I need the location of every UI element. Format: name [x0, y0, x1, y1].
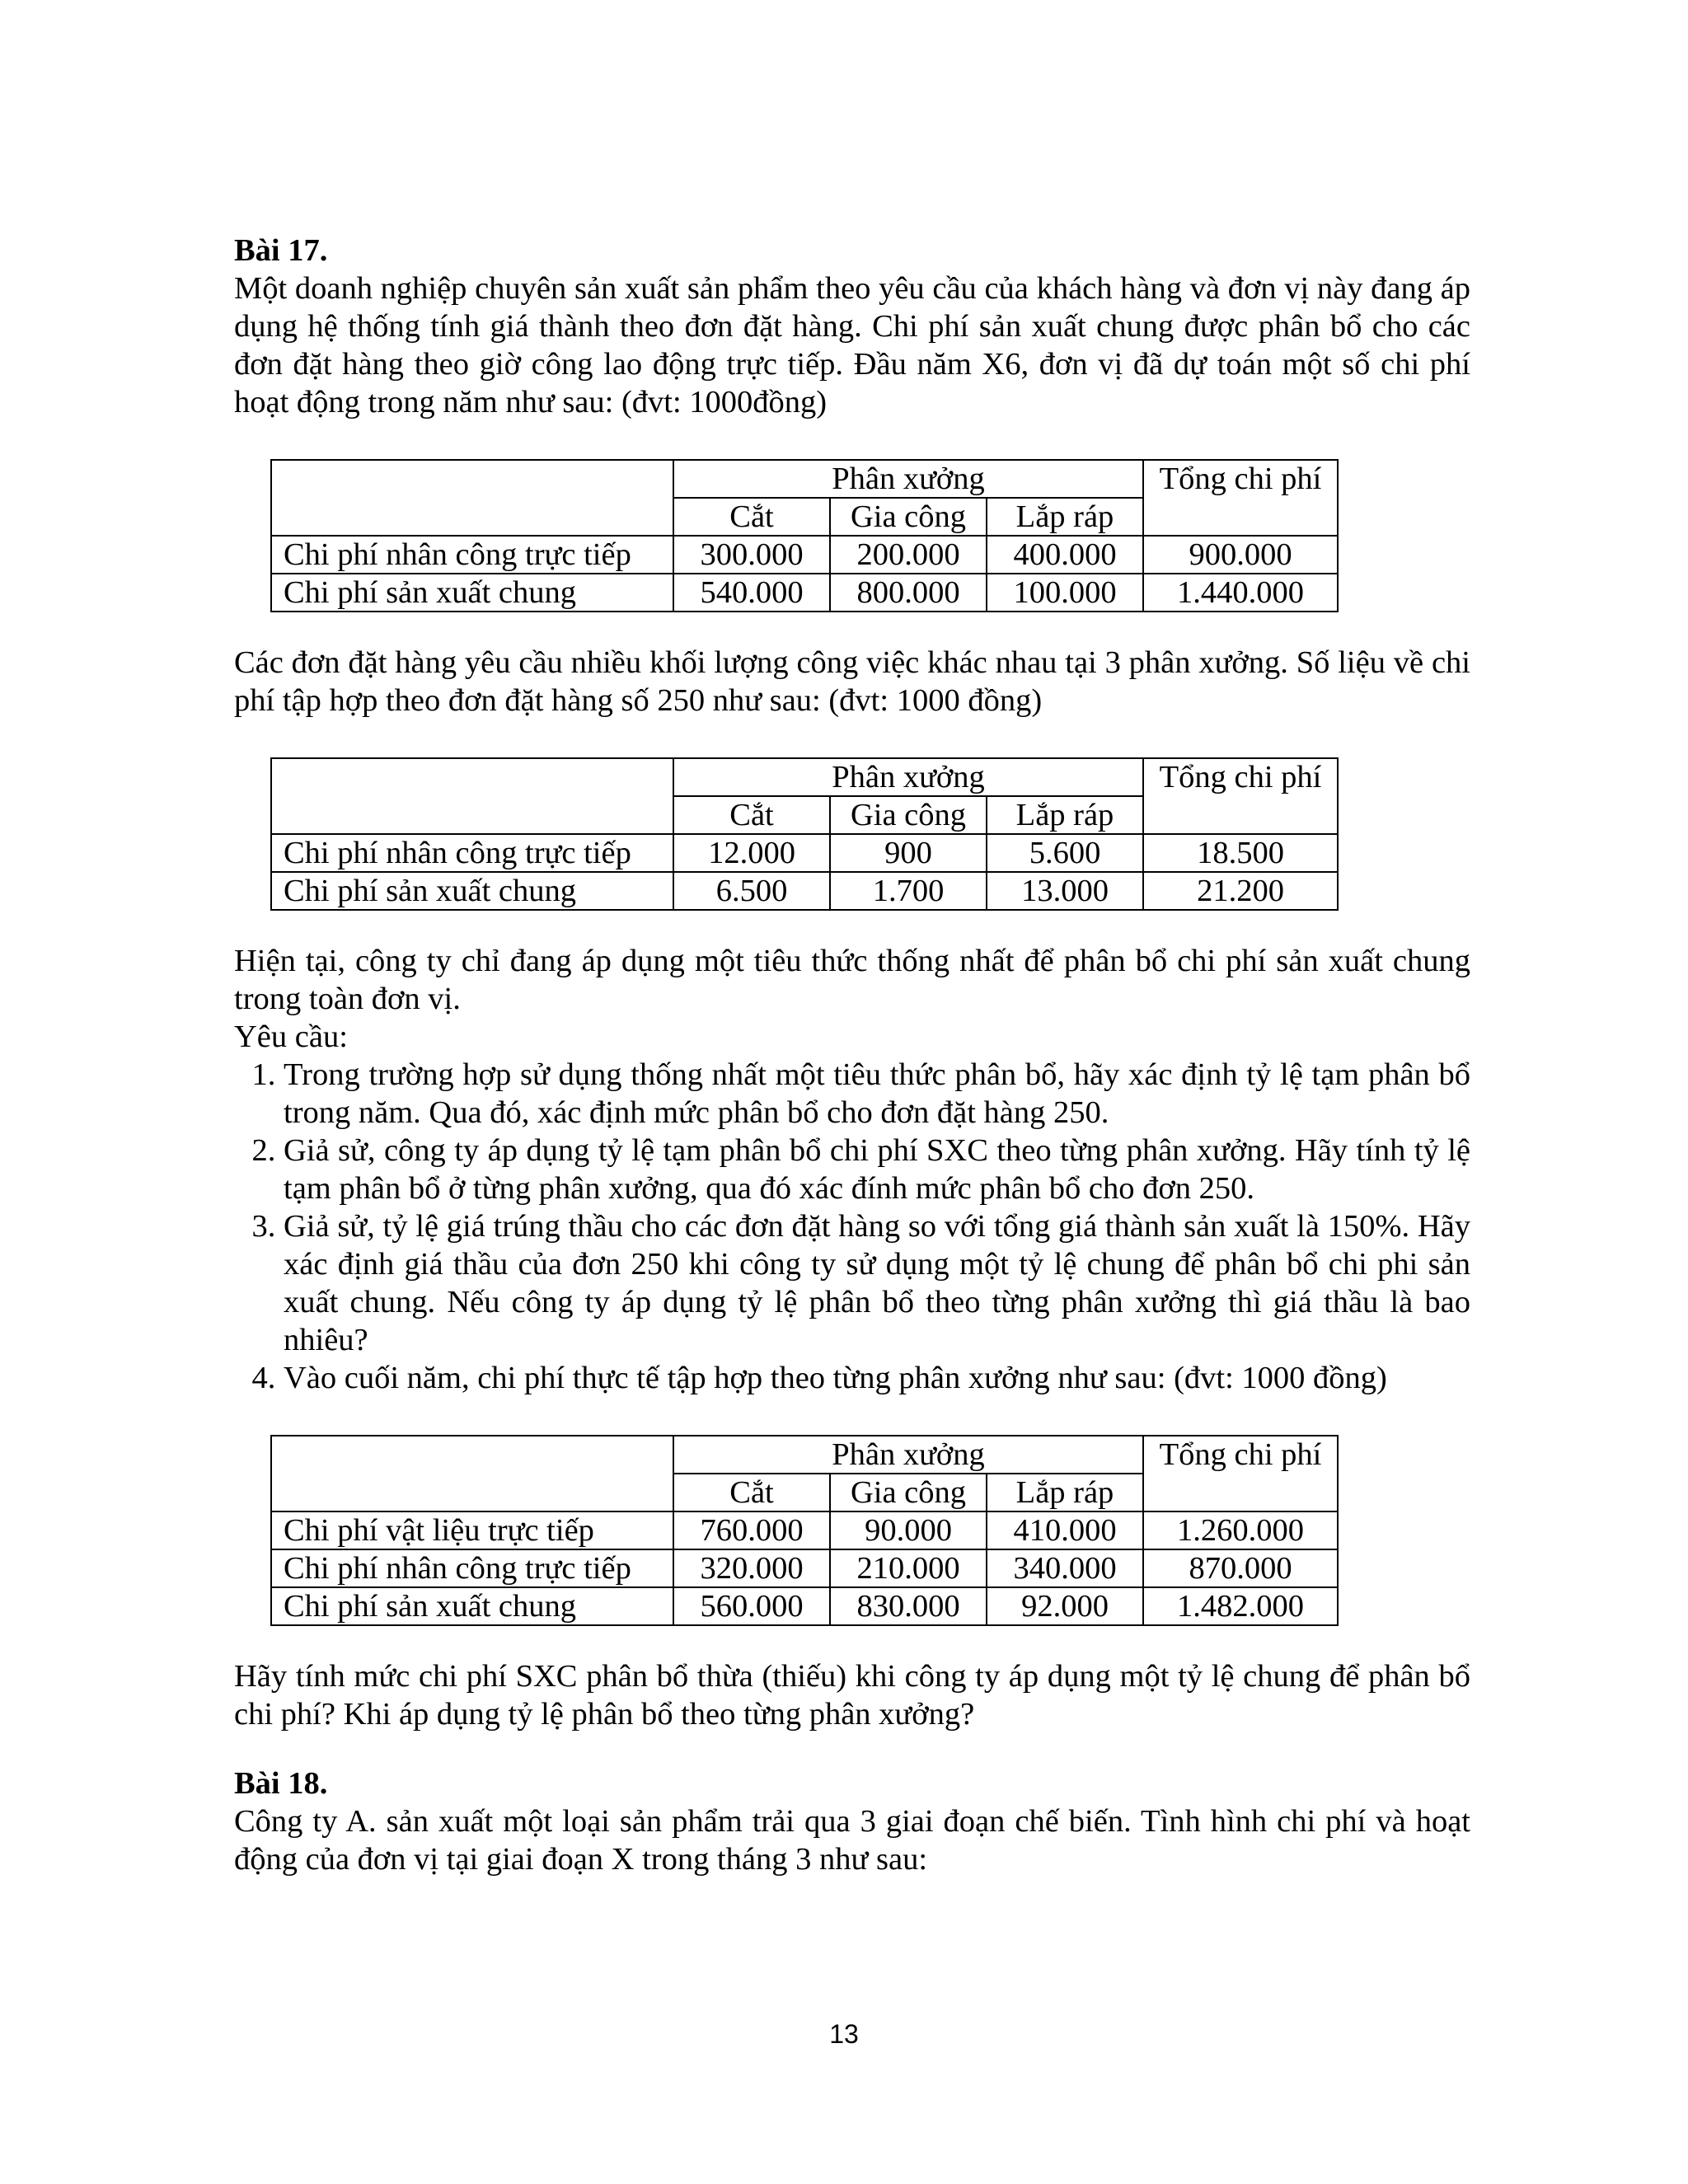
table-row — [271, 1549, 1338, 1587]
table-cell: 200.000 — [830, 536, 987, 574]
row-label: Chi phí sản xuất chung — [271, 574, 673, 612]
table-row — [271, 536, 1338, 574]
table-cell: 1.700 — [830, 872, 987, 910]
table-cell: 900 — [830, 834, 987, 872]
table-cell: 870.000 — [1143, 1549, 1338, 1587]
table-row — [271, 872, 1338, 910]
total-header: Tổng chi phí — [1143, 1436, 1338, 1511]
table-cell: 1.260.000 — [1143, 1511, 1338, 1549]
exercise-17-final-question: Hãy tính mức chi phí SXC phân bổ thừa (thiếu) khi công ty áp dụng một tỷ lệ chung để phân bổ chi phí? Khi áp dụng tỷ lệ phân bổ theo từng phân xưởng? — [234, 1659, 1470, 1732]
order-250-table — [270, 757, 1339, 911]
table-cell: 760.000 — [673, 1511, 830, 1549]
table-cell: 13.000 — [987, 872, 1143, 910]
exercise-18-intro: Công ty A. sản xuất một loại sản phẩm trải qua 3 giai đoạn chế biến. Tình hình chi phí và hoạt động của đơn vị tại giai đoạn X trong tháng 3 như sau: — [234, 1804, 1470, 1877]
table-cell: 90.000 — [830, 1511, 987, 1549]
exercise-18-title: Bài 18. — [234, 1766, 328, 1801]
requirements-label: Yêu cầu: — [234, 1019, 348, 1054]
table-cell: 400.000 — [987, 536, 1143, 574]
workshop-header: Phân xưởng — [673, 460, 1143, 498]
table-cell: 5.600 — [987, 834, 1143, 872]
column-header: Gia công — [830, 498, 987, 536]
total-header: Tổng chi phí — [1143, 758, 1338, 834]
row-label: Chi phí sản xuất chung — [271, 1587, 673, 1625]
list-item: 3. Giả sử, tỷ lệ giá trúng thầu cho các đơn đặt hàng so với tổng giá thành sản xuất là 150%. Hãy xác định giá thầu của đơn 250 khi công ty sử dụng một tỷ lệ chung để phân bổ chi phi sản xuất chung. Nếu công ty áp dụng tỷ lệ phân bổ theo từng phân xưởng thì giá thầu là bao nhiêu? — [284, 1207, 1470, 1359]
column-header: Lắp ráp — [987, 796, 1143, 834]
row-label: Chi phí nhân công trực tiếp — [271, 536, 673, 574]
table-cell: 560.000 — [673, 1587, 830, 1625]
table-cell: 1.482.000 — [1143, 1587, 1338, 1625]
page-content — [234, 232, 1470, 1878]
total-header: Tổng chi phí — [1143, 460, 1338, 536]
list-item: 4. Vào cuối năm, chi phí thực tế tập hợp theo từng phân xưởng như sau: (đvt: 1000 đồng) — [284, 1359, 1470, 1397]
list-item: 1. Trong trường hợp sử dụng thống nhất một tiêu thức phân bổ, hãy xác định tỷ lệ tạm phân bổ trong năm. Qua đó, xác định mức phân bổ cho đơn đặt hàng 250. — [284, 1056, 1470, 1132]
table-corner-cell — [271, 1436, 673, 1511]
table-cell: 830.000 — [830, 1587, 987, 1625]
table-cell: 410.000 — [987, 1511, 1143, 1549]
table-cell: 100.000 — [987, 574, 1143, 612]
exercise-17-title: Bài 17. — [234, 233, 328, 268]
column-header: Cắt — [673, 796, 830, 834]
requirements-list — [234, 1056, 1470, 1397]
budget-table — [270, 459, 1339, 612]
table-cell: 21.200 — [1143, 872, 1338, 910]
table-corner-cell — [271, 460, 673, 536]
exercise-17-order-250-text: Các đơn đặt hàng yêu cầu nhiều khối lượng công việc khác nhau tại 3 phân xưởng. Số liệu về chi phí tập hợp theo đơn đặt hàng số 250 như sau: (đvt: 1000 đồng) — [234, 645, 1470, 718]
table-row — [271, 574, 1338, 612]
exercise-17-current-method-text: Hiện tại, công ty chỉ đang áp dụng một tiêu thức thống nhất để phân bổ chi phí sản xuất chung trong toàn đơn vị. — [234, 944, 1470, 1016]
table-row — [271, 1511, 1338, 1549]
table-cell: 300.000 — [673, 536, 830, 574]
column-header: Gia công — [830, 1474, 987, 1511]
column-header: Lắp ráp — [987, 498, 1143, 536]
column-header: Gia công — [830, 796, 987, 834]
table-cell: 1.440.000 — [1143, 574, 1338, 612]
table-cell: 800.000 — [830, 574, 987, 612]
row-label: Chi phí vật liệu trực tiếp — [271, 1511, 673, 1549]
list-item: 2. Giả sử, công ty áp dụng tỷ lệ tạm phân bổ chi phí SXC theo từng phân xưởng. Hãy tính tỷ lệ tạm phân bổ ở từng phân xưởng, qua đó xác đính mức phân bổ cho đơn 250. — [284, 1132, 1470, 1207]
actual-costs-table — [270, 1435, 1339, 1626]
table-cell: 12.000 — [673, 834, 830, 872]
page-number: 13 — [829, 2019, 859, 2049]
row-label: Chi phí sản xuất chung — [271, 872, 673, 910]
table-row — [271, 834, 1338, 872]
column-header: Cắt — [673, 498, 830, 536]
table-cell: 6.500 — [673, 872, 830, 910]
exercise-17-intro: Một doanh nghiệp chuyên sản xuất sản phẩm theo yêu cầu của khách hàng và đơn vị này đang áp dụng hệ thống tính giá thành theo đơn đặt hàng. Chi phí sản xuất chung được phân bổ cho các đơn đặt hàng theo giờ công lao động trực tiếp. Đầu năm X6, đơn vị đã dự toán một số chi phí hoạt động trong năm như sau: (đvt: 1000đồng) — [234, 271, 1470, 419]
workshop-header: Phân xưởng — [673, 1436, 1143, 1474]
row-label: Chi phí nhân công trực tiếp — [271, 834, 673, 872]
table-cell: 340.000 — [987, 1549, 1143, 1587]
table-cell: 210.000 — [830, 1549, 987, 1587]
column-header: Cắt — [673, 1474, 830, 1511]
table-corner-cell — [271, 758, 673, 834]
row-label: Chi phí nhân công trực tiếp — [271, 1549, 673, 1587]
table-cell: 540.000 — [673, 574, 830, 612]
table-cell: 900.000 — [1143, 536, 1338, 574]
table-cell: 320.000 — [673, 1549, 830, 1587]
table-cell: 92.000 — [987, 1587, 1143, 1625]
workshop-header: Phân xưởng — [673, 758, 1143, 796]
table-cell: 18.500 — [1143, 834, 1338, 872]
table-row — [271, 1587, 1338, 1625]
column-header: Lắp ráp — [987, 1474, 1143, 1511]
